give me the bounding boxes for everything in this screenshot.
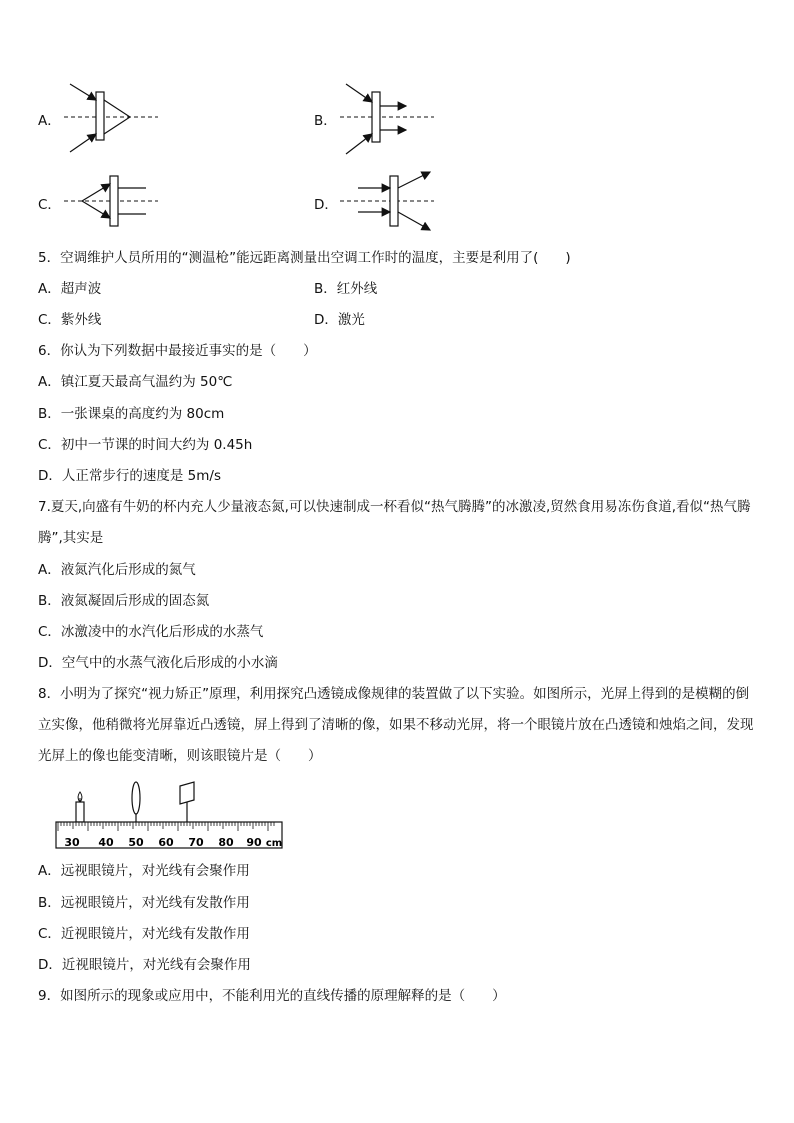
ruler-label: 30 [64,836,80,849]
option-c-label: C． [38,197,61,213]
optical-bench-diagram [44,776,288,858]
ruler-label: 70 [188,836,204,849]
option-a-label: A． [38,113,61,129]
lens-diagram-c [60,170,160,232]
q6-option-d[interactable]: D．人正常步行的速度是 5m/s [38,468,222,484]
ruler-label: 80 [218,836,234,849]
lens-diagram-a [60,80,160,160]
q6-option-a[interactable]: A．镇江夏天最高气温约为 50℃ [38,374,233,390]
q5-option-b[interactable]: B．红外线 [314,281,378,297]
option-d-label: D． [314,197,338,213]
q7-option-c[interactable]: C．冰激凌中的水汽化后形成的水蒸气 [38,624,264,640]
q8-option-d[interactable]: D．近视眼镜片，对光线有会聚作用 [38,957,251,973]
ruler-label: 90 [246,836,262,849]
q7-option-a[interactable]: A．液氮汽化后形成的氮气 [38,562,196,578]
q7-stem: 7.夏天,向盛有牛奶的杯内充人少量液态氮,可以快速制成一杯看似“热气腾腾”的冰激凌,贸然食用易冻伤食道,看似“热气腾腾”,其实是 [38,499,751,546]
q6-option-c[interactable]: C．初中一节课的时间大约为 0.45h [38,437,253,453]
convex-lens-icon [132,782,140,824]
light-screen-icon [180,782,194,824]
ruler-label: 60 [158,836,174,849]
lens-diagram-d [336,168,436,234]
q6-stem: 6．你认为下列数据中最接近事实的是（ ） [38,343,317,359]
q8-stem: 8．小明为了探究“视力矫正”原理，利用探究凸透镜成像规律的装置做了以下实验。如图所示，光屏上得到的是模糊的倒立实像，他稍微将光屏靠近凸透镜，屏上得到了清晰的像，如果不移动光屏，将一个眼镜片放在凸透镜和烛焰之间，发现光屏上的像也能变清晰，则该眼镜片是（ ） [38,686,754,764]
q8-option-c[interactable]: C．近视眼镜片，对光线有发散作用 [38,926,250,942]
q8-option-b[interactable]: B．远视眼镜片，对光线有发散作用 [38,895,250,911]
q7-option-b[interactable]: B．液氮凝固后形成的固态氮 [38,593,210,609]
lens-diagram-b [336,80,436,160]
q5-option-d[interactable]: D．激光 [314,312,365,328]
q8-option-a[interactable]: A．远视眼镜片，对光线有会聚作用 [38,863,250,879]
candle-icon [76,792,84,824]
ruler-unit: cm [265,838,283,849]
option-b-label: B． [314,113,337,129]
q7-option-d[interactable]: D．空气中的水蒸气液化后形成的小水滴 [38,655,278,671]
ruler-label: 40 [98,836,114,849]
q5-stem: 5．空调维护人员所用的“测温枪”能远距离测量出空调工作时的温度，主要是利用了( ) [38,250,571,266]
q5-option-c[interactable]: C．紫外线 [38,312,102,328]
q6-option-b[interactable]: B．一张课桌的高度约为 80cm [38,406,225,422]
q5-option-a[interactable]: A．超声波 [38,281,102,297]
q9-stem: 9．如图所示的现象或应用中，不能利用光的直线传播的原理解释的是（ ） [38,988,506,1004]
ruler-label: 50 [128,836,144,849]
